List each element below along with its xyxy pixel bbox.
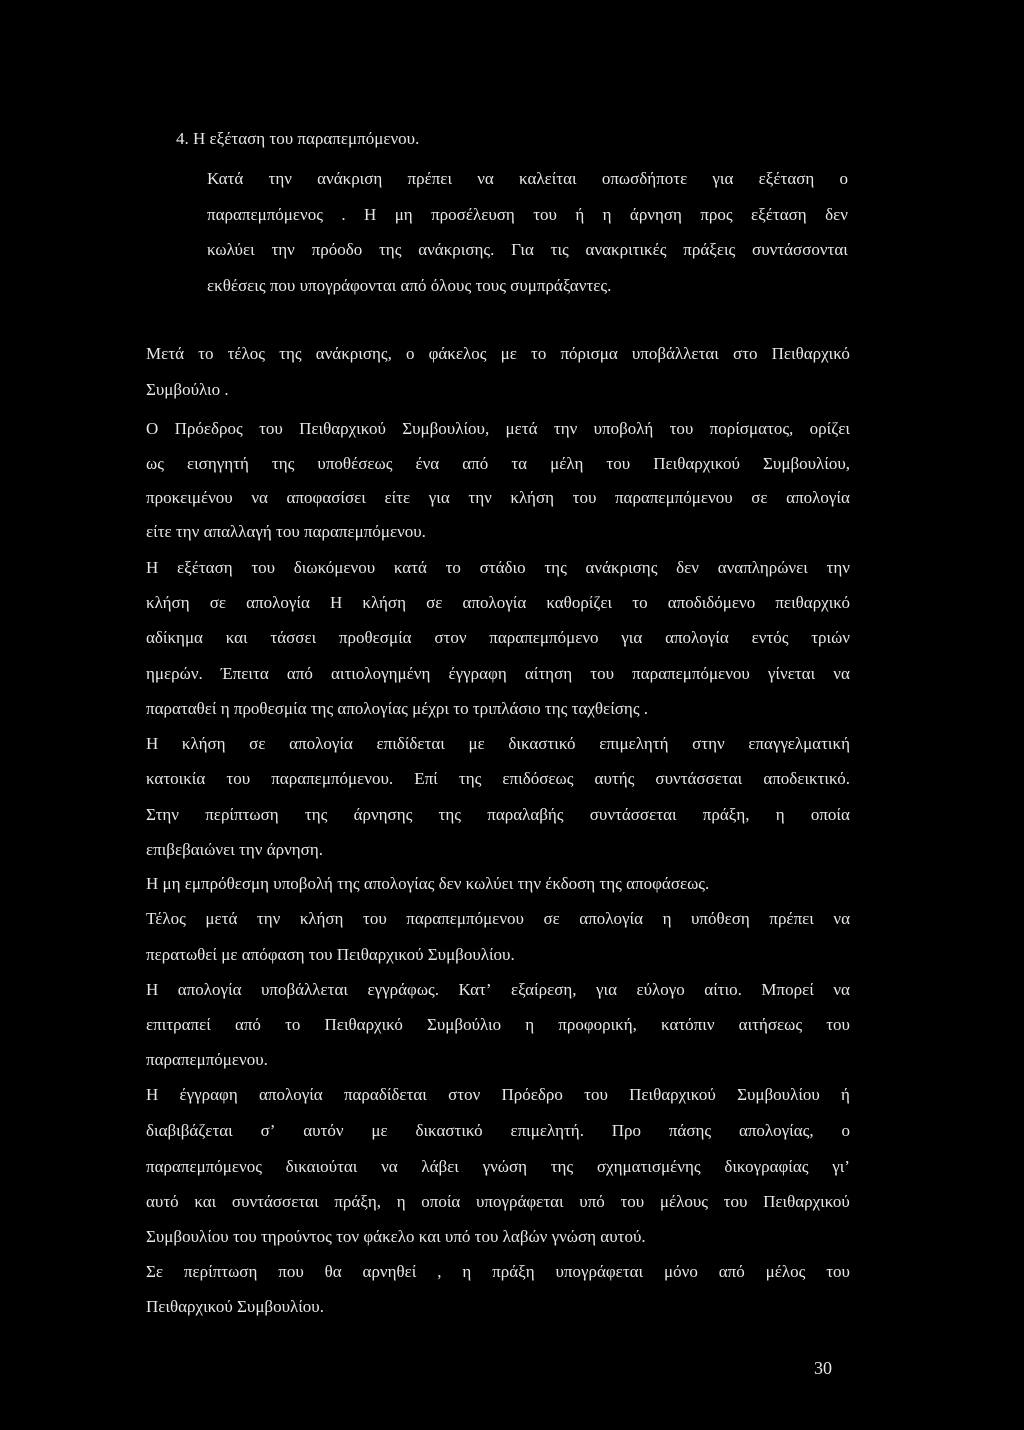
- word: να: [833, 909, 850, 928]
- word: δικογραφίας: [724, 1157, 809, 1176]
- word: προθεσμία: [338, 628, 412, 647]
- word: Μπορεί: [761, 980, 814, 999]
- word: ορίζει: [809, 419, 850, 438]
- word: αίτηση: [524, 664, 573, 683]
- word: ο: [841, 1121, 850, 1140]
- word: με: [468, 734, 485, 753]
- word: την: [256, 909, 281, 928]
- word: παραπεμπόμενου: [406, 909, 524, 928]
- word: εξέταση: [176, 558, 233, 577]
- word: παραπεμπόμενου: [632, 664, 750, 683]
- word: απολογίας,: [738, 1121, 814, 1140]
- word: αναπληρώνει: [717, 558, 808, 577]
- word: ημερών.: [146, 664, 203, 683]
- word: να: [477, 169, 494, 188]
- word: απολογία: [462, 593, 527, 612]
- word: του: [362, 909, 387, 928]
- word: η: [662, 909, 672, 928]
- word: Συμβούλιο: [427, 1015, 502, 1034]
- word: αιτιολογημένη: [330, 664, 431, 683]
- word: δικαστικό: [415, 1121, 483, 1140]
- word: Πειθαρχικού: [629, 1085, 716, 1104]
- word: της: [458, 769, 482, 788]
- word: Ο: [146, 419, 159, 438]
- word: μετά: [205, 909, 238, 928]
- word: υπογράφεται: [475, 1192, 564, 1211]
- word: ανάκριση: [317, 169, 383, 188]
- word: Η: [146, 980, 159, 999]
- text-line: [146, 1085, 850, 1105]
- word: σε: [751, 488, 768, 507]
- word: προσέλευση: [431, 205, 515, 224]
- word: μη: [394, 205, 413, 224]
- word: τάσσει: [270, 628, 317, 647]
- word: του: [251, 558, 276, 577]
- text-line: [146, 734, 850, 754]
- word: θα: [324, 1262, 342, 1281]
- word: για: [428, 488, 450, 507]
- word: επιτραπεί: [146, 1015, 211, 1034]
- word: απολογία: [177, 980, 242, 999]
- word: πράξη,: [702, 805, 750, 824]
- word: παραλαβής: [487, 805, 564, 824]
- word: παραπεμπόμενου: [614, 488, 733, 507]
- word: Κατ’: [458, 980, 492, 999]
- word: το: [530, 344, 547, 363]
- text-line: [146, 980, 850, 1000]
- word: της: [271, 454, 295, 473]
- word: ως: [146, 454, 164, 473]
- word: δικαιούται: [285, 1157, 358, 1176]
- word: υποβάλλεται: [631, 344, 719, 363]
- word: του: [572, 488, 597, 507]
- word: να: [251, 488, 268, 507]
- word: του: [584, 1085, 608, 1104]
- section-heading: 4. Η εξέταση του παραπεμπόμενου.: [176, 129, 420, 148]
- word: πράξη: [492, 1262, 535, 1281]
- text-line: παραταθεί η προθεσμία της απολογίας μέχρι το τριπλάσιο της ταχθείσης .: [146, 699, 649, 718]
- text-line: [207, 205, 848, 225]
- word: άρνησης: [353, 805, 413, 824]
- word: την: [826, 558, 850, 577]
- text-line: Πειθαρχικού Συμβουλίου.: [146, 1297, 324, 1316]
- word: πράξη,: [334, 1192, 382, 1211]
- word: είτε: [384, 488, 411, 507]
- word: της: [550, 1157, 574, 1176]
- word: πάσης: [668, 1121, 712, 1140]
- word: Πειθαρχικό: [324, 1015, 403, 1034]
- word: έγγραφη: [179, 1085, 238, 1104]
- word: απολογία: [579, 909, 644, 928]
- text-line: [146, 769, 850, 789]
- word: αποδεικτικό.: [763, 769, 850, 788]
- word: η: [462, 1262, 472, 1281]
- word: επιμελητή.: [510, 1121, 584, 1140]
- word: αυτόν: [303, 1121, 344, 1140]
- word: κλήση: [510, 488, 554, 507]
- word: δεν: [676, 558, 699, 577]
- word: παραπεμπόμενος: [146, 1157, 262, 1176]
- word: Η: [364, 205, 377, 224]
- word: οποία: [421, 1192, 461, 1211]
- word: στο: [732, 344, 758, 363]
- word: του: [533, 205, 557, 224]
- word: και: [194, 1192, 217, 1211]
- word: ,: [437, 1262, 442, 1281]
- word: ή: [575, 205, 585, 224]
- word: διωκόμενου: [293, 558, 376, 577]
- word: ανάκρισης.: [418, 240, 495, 259]
- word: για: [596, 980, 618, 999]
- text-line: [146, 664, 850, 684]
- word: κλήση: [362, 593, 406, 612]
- word: μέλος: [765, 1262, 806, 1281]
- word: πρόοδο: [311, 240, 363, 259]
- word: υποβάλλεται: [260, 980, 348, 999]
- text-line: [146, 454, 850, 474]
- word: λάβει: [421, 1157, 459, 1176]
- word: απολογία: [665, 628, 729, 647]
- text-line: παραπεμπόμενου.: [146, 1050, 268, 1069]
- word: από: [234, 1015, 261, 1034]
- word: επιδόσεως: [502, 769, 574, 788]
- word: καθορίζει: [546, 593, 613, 612]
- word: παραπεμπόμενος: [207, 205, 323, 224]
- word: ο: [839, 169, 848, 188]
- word: σε: [249, 734, 266, 753]
- word: παραπεμπόμενο: [489, 628, 599, 647]
- word: πορίσματος,: [709, 419, 794, 438]
- word: για: [621, 628, 643, 647]
- word: αυτό: [146, 1192, 179, 1211]
- word: σ’: [260, 1121, 276, 1140]
- word: το: [198, 344, 214, 363]
- word: το: [445, 558, 461, 577]
- word: κλήση: [299, 909, 344, 928]
- text-line: [146, 628, 850, 648]
- word: γίνεται: [767, 664, 816, 683]
- word: του: [590, 664, 615, 683]
- word: η: [525, 1015, 535, 1034]
- word: σε: [543, 909, 560, 928]
- word: παραπεμπόμενου.: [271, 769, 394, 788]
- word: δεν: [825, 205, 848, 224]
- word: εύλογο: [636, 980, 685, 999]
- word: που: [278, 1262, 304, 1281]
- word: γνώση: [482, 1157, 528, 1176]
- word: εξέταση: [751, 205, 807, 224]
- word: εντός: [751, 628, 789, 647]
- word: του: [226, 769, 251, 788]
- word: αποφασίσει: [286, 488, 366, 507]
- word: Η: [146, 734, 159, 753]
- word: Πρόεδρος: [174, 419, 243, 438]
- word: ανάκρισης,: [315, 344, 392, 363]
- text-line: [207, 240, 848, 260]
- word: του: [723, 1192, 748, 1211]
- word: κατοικία: [146, 769, 206, 788]
- text-line: [146, 344, 850, 364]
- word: του: [606, 454, 631, 473]
- word: κλήση: [146, 593, 190, 612]
- page-number: 30: [814, 1358, 832, 1378]
- word: εξέταση: [758, 169, 815, 188]
- word: της: [279, 344, 302, 363]
- word: αρνηθεί: [362, 1262, 417, 1281]
- word: μέλη: [550, 454, 584, 473]
- word: μέλους: [659, 1192, 709, 1211]
- word: Σε: [146, 1262, 164, 1281]
- word: ο: [405, 344, 415, 363]
- text-line: [146, 909, 850, 929]
- word: υπό: [579, 1192, 605, 1211]
- word: Έπειτα: [220, 664, 269, 683]
- word: δικαστικό: [508, 734, 576, 753]
- word: συντάσσεται: [589, 805, 677, 824]
- text-line: [146, 1157, 850, 1177]
- word: σχηματισμένης: [596, 1157, 701, 1176]
- word: Η: [146, 1085, 159, 1104]
- text-line: [207, 169, 848, 189]
- text-line: [146, 488, 850, 508]
- word: την: [468, 488, 492, 507]
- word: Στην: [146, 805, 179, 824]
- word: πόρισμα: [560, 344, 618, 363]
- word: καλείται: [519, 169, 577, 188]
- text-line: εκθέσεις που υπογράφονται από όλους τους συμπράξαντες.: [207, 276, 612, 295]
- word: αιτήσεως: [738, 1015, 803, 1034]
- word: την: [268, 169, 292, 188]
- word: αυτής: [594, 769, 635, 788]
- word: συντάσσεται: [655, 769, 743, 788]
- word: Κατά: [207, 169, 244, 188]
- word: οποία: [810, 805, 850, 824]
- word: Συμβουλίου,: [402, 419, 490, 438]
- word: για: [712, 169, 734, 188]
- word: Για: [511, 240, 534, 259]
- word: η: [396, 1192, 406, 1211]
- word: μόνο: [664, 1262, 698, 1281]
- word: να: [381, 1157, 398, 1176]
- word: τέλος: [227, 344, 266, 363]
- word: υποβολή: [593, 419, 654, 438]
- word: αποδιδόμενο: [667, 593, 756, 612]
- text-line: επιβεβαιώνει την άρνηση.: [146, 840, 323, 859]
- word: της: [378, 240, 402, 259]
- word: προς: [700, 205, 733, 224]
- word: στάδιο: [479, 558, 526, 577]
- word: συντάσσεται: [231, 1192, 319, 1211]
- word: Πειθαρχικού: [299, 419, 386, 438]
- word: του: [259, 419, 283, 438]
- word: από: [286, 664, 313, 683]
- word: γι’: [832, 1157, 850, 1176]
- text-line: [146, 419, 850, 439]
- word: πρέπει: [407, 169, 453, 188]
- word: με: [500, 344, 517, 363]
- word: απολογία: [246, 593, 310, 612]
- word: πράξεις: [683, 240, 736, 259]
- word: η: [602, 205, 612, 224]
- word: του: [826, 1015, 850, 1034]
- word: η: [775, 805, 785, 824]
- word: να: [833, 980, 850, 999]
- word: ή: [841, 1085, 850, 1104]
- word: συντάσσονται: [752, 240, 848, 259]
- word: περίπτωση: [183, 1262, 258, 1281]
- word: Πειθαρχικού: [763, 1192, 850, 1211]
- text-line: [146, 1015, 850, 1035]
- word: σε: [426, 593, 443, 612]
- text-line: Συμβούλιο .: [146, 380, 229, 399]
- text-line: είτε την απαλλαγή του παραπεμπόμενου.: [146, 522, 426, 541]
- word: το: [285, 1015, 301, 1034]
- text-line: [146, 1262, 850, 1282]
- word: της: [438, 805, 462, 824]
- word: φάκελος: [428, 344, 487, 363]
- word: πρέπει: [769, 909, 814, 928]
- word: .: [341, 205, 346, 224]
- word: προκειμένου: [146, 488, 233, 507]
- word: το: [632, 593, 648, 612]
- word: ανακριτικές: [585, 240, 667, 259]
- word: τις: [550, 240, 569, 259]
- word: της: [544, 558, 567, 577]
- word: Πρόεδρο: [501, 1085, 563, 1104]
- word: επαγγελματική: [748, 734, 850, 753]
- word: άρνηση: [629, 205, 682, 224]
- word: Πειθαρχικού: [653, 454, 740, 473]
- word: κωλύει: [207, 240, 255, 259]
- text-line: Η μη εμπρόθεσμη υποβολή της απολογίας δεν κωλύει την έκδοση της αποφάσεως.: [146, 874, 710, 893]
- word: υποθέσεως: [317, 454, 393, 473]
- word: της: [304, 805, 328, 824]
- word: με: [371, 1121, 388, 1140]
- word: απολογία: [786, 488, 850, 507]
- word: Η: [146, 558, 159, 577]
- text-line: [146, 805, 850, 825]
- word: να: [833, 664, 850, 683]
- word: εξαίρεση,: [511, 980, 577, 999]
- word: προφορική,: [558, 1015, 637, 1034]
- word: ένα: [415, 454, 440, 473]
- word: Συμβουλίου: [737, 1085, 820, 1104]
- word: οπωσδήποτε: [601, 169, 688, 188]
- word: σε: [209, 593, 227, 612]
- word: Τέλος: [146, 909, 186, 928]
- text-line: [146, 593, 850, 613]
- word: από: [718, 1262, 745, 1281]
- text-line: [146, 558, 850, 578]
- word: επιμελητή: [599, 734, 669, 753]
- text-line: [146, 1121, 850, 1141]
- word: στον: [434, 628, 467, 647]
- word: έγγραφη: [448, 664, 507, 683]
- word: και: [225, 628, 248, 647]
- word: επιδίδεται: [376, 734, 445, 753]
- word: κατά: [393, 558, 427, 577]
- word: υπόθεση: [690, 909, 750, 928]
- word: πειθαρχικό: [775, 593, 850, 612]
- word: κλήση: [181, 734, 226, 753]
- word: αδίκημα: [146, 628, 203, 647]
- word: αίτιο.: [704, 980, 742, 999]
- word: από: [462, 454, 489, 473]
- text-line: περατωθεί με απόφαση του Πειθαρχικού Συμβουλίου.: [146, 945, 515, 964]
- word: του: [669, 419, 694, 438]
- word: του: [826, 1262, 850, 1281]
- word: Συμβουλίου,: [763, 454, 850, 473]
- word: Προ: [611, 1121, 642, 1140]
- word: παραδίδεται: [343, 1085, 427, 1104]
- word: εγγράφως.: [367, 980, 440, 999]
- word: στην: [692, 734, 725, 753]
- word: Η: [329, 593, 343, 612]
- word: διαβιβάζεται: [146, 1121, 233, 1140]
- text-line: [146, 1192, 850, 1212]
- word: ανάκρισης: [585, 558, 658, 577]
- word: Πειθαρχικό: [771, 344, 850, 363]
- word: περίπτωση: [205, 805, 279, 824]
- word: τα: [511, 454, 528, 473]
- word: στον: [448, 1085, 481, 1104]
- word: εισηγητή: [186, 454, 249, 473]
- word: του: [620, 1192, 645, 1211]
- word: απολογία: [258, 1085, 323, 1104]
- word: υπογράφεται: [555, 1262, 644, 1281]
- word: την: [553, 419, 578, 438]
- word: μετά: [505, 419, 538, 438]
- word: την: [271, 240, 295, 259]
- word: Μετά: [146, 344, 184, 363]
- word: απολογία: [289, 734, 353, 753]
- word: κατόπιν: [661, 1015, 715, 1034]
- word: Επί: [414, 769, 438, 788]
- word: τριών: [811, 628, 850, 647]
- text-line: Συμβουλίου του τηρούντος τον φάκελο και υπό του λαβών γνώση αυτού.: [146, 1227, 646, 1246]
